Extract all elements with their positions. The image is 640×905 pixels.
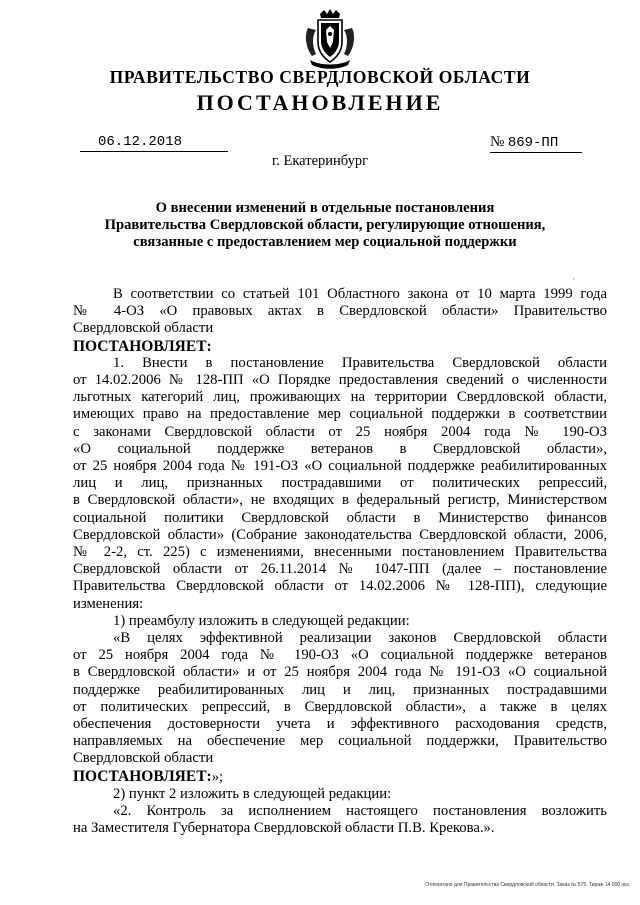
government-title: ПРАВИТЕЛЬСТВО СВЕРДЛОВСКОЙ ОБЛАСТИ [109,67,531,87]
body-line: льготных категорий лиц, проживающих на территории Свердловской области, [73,389,607,406]
body-line: в Свердловской области», не входящих в федеральный регистр, Министерством [73,492,607,509]
body-line: № 4-ОЗ «О правовых актах в Свердловской области» Правительство [73,303,607,320]
scan-mark: , [573,272,575,281]
body-line: «О социальной поддержке ветеранов в Свердловской области», [73,440,607,457]
body-line: 1) преамбулу изложить в следующей редакции: [113,612,410,629]
document-body [73,286,607,838]
decree-word: ПОСТАНОВЛЯЕТ: [73,337,212,355]
body-line: изменения: [73,595,144,612]
body-line: имеющих право на предоставление мер социальной поддержки в соответствии [73,406,607,423]
sverdlovsk-coat-of-arms-icon [302,8,358,70]
decree-line [73,768,607,786]
body-line: в Свердловской области» и от 25 ноября 2004 года № 191-ОЗ «О социальной [73,664,607,681]
body-line: социальной политики Свердловской области в Министерство финансов [73,509,607,526]
body-line: обеспечения достоверности учета и эффективного расходования средств, [73,716,607,733]
heading-line: Правительства Свердловской области, регулирующие отношения, [104,217,546,233]
body-line: на Заместителя Губернатора Свердловской области П.В. Крекова.». [73,820,495,837]
document-number: 869-ПП [507,135,559,151]
body-line: от 25 ноября 2004 года № 191-ОЗ «О социальной поддержке реабилитированных [73,458,607,475]
body-line: Свердловской области» (Собрание законодательства Свердловской области, 2006, [73,526,607,543]
city: г. Екатеринбург [271,153,369,169]
document-type: ПОСТАНОВЛЕНИЕ [196,90,444,115]
body-line: 2) пункт 2 изложить в следующей редакции: [113,785,392,802]
body-line: «В целях эффективной реализации законов Свердловской области [113,630,607,647]
document-date: 06.12.2018 [80,134,228,152]
body-line: Свердловской области [73,320,214,337]
body-line: от 14.02.2006 № 128-ПП «О Порядке предоставления сведений о численности [73,372,607,389]
document-heading [80,200,570,251]
body-line: «2. Контроль за исполнением настоящего постановления возложить [113,803,607,820]
body-line: 1. Внести в постановление Правительства Свердловской области [113,354,607,371]
decree-tail: »; [211,768,224,785]
body-line: с законами Свердловской области от 25 ноября 2004 года № 190-ОЗ [73,423,607,440]
body-line: направляемых на обеспечение мер социальной поддержки, Правительство [73,733,607,750]
body-line: лиц и лиц, признанных пострадавшими от политических репрессий, [73,475,607,492]
body-line: от политических репрессий, в Свердловской области», а также в целях [73,698,607,715]
body-line: Свердловской области [73,750,214,767]
body-line: поддержке реабилитированных лиц и лиц, признанных пострадавшими [73,681,607,698]
heading-line: О внесении изменений в отдельные постановления [155,200,495,216]
body-line: № 2-2, ст. 225) с изменениями, внесенными постановлением Правительства [73,544,607,561]
decree-word: ПОСТАНОВЛЯЕТ: [73,767,212,785]
body-line: от 25 ноября 2004 года № 190-ОЗ «О социальной поддержке ветеранов [73,647,607,664]
print-footer: Отпечатано для Правительства Свердловской области. Заказ № 575. Тираж 14 000 экз. [425,882,630,888]
body-line: В соответствии со статьей 101 Областного закона от 10 марта 1999 года [113,286,607,302]
document-number-field [490,134,582,153]
number-sign: № [490,134,505,150]
heading-line: связанные с предоставлением мер социальной поддержки [133,234,517,250]
body-line: Свердловской области от 26.11.2014 № 1047-ПП (далее – постановление [73,561,607,578]
body-line: Правительства Свердловской области от 14.02.2006 № 128-ПП), следующие [73,578,607,595]
